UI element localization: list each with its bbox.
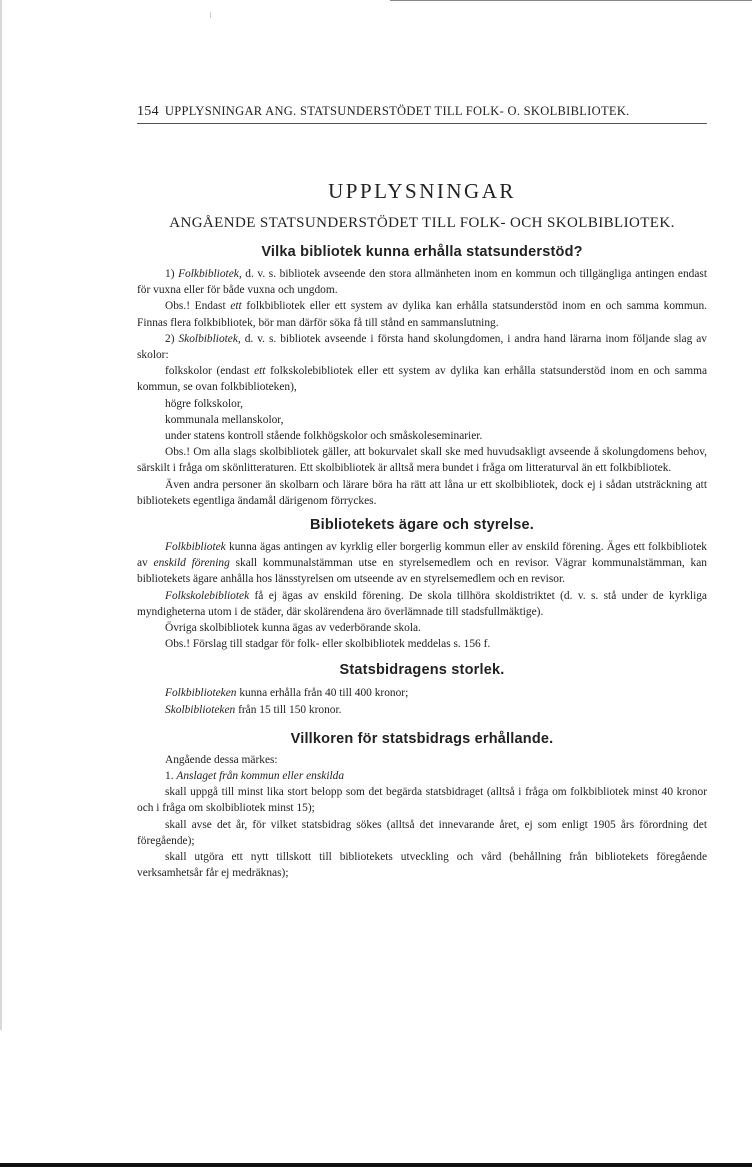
paragraph-condition-1: skall uppgå till minst lika stort belopp som det begärda statsbidraget (alltså i fråga om folkbibliotek minst 40 kronor och i fråga om skolbibliotek minst 15);: [137, 786, 707, 815]
item-label: Anslaget från kommun eller enskilda: [176, 770, 345, 783]
paragraph-condition-2: skall avse det år, för vilket statsbidrag sökes (alltså det innevarande året, ej som enligt 1905 års förordning det föregående);: [137, 818, 707, 847]
list-item: högre folkskolor,: [165, 397, 243, 410]
document-subtitle: ANGÅENDE STATSUNDERSTÖDET TILL FOLK- OCH SKOLBIBLIOTEK.: [169, 215, 675, 231]
emphasis: enskild förening: [153, 557, 230, 570]
page-number: 154: [137, 104, 159, 119]
paragraph-intro: Angående dessa märkes:: [165, 753, 278, 766]
paragraph-folkbibliotek-agare: [137, 539, 707, 588]
list-number: 2): [165, 332, 179, 345]
paragraph-aven: Även andra personer än skolbarn och lärare böra ha rätt att låna ur ett skolbibliotek, dock ej i sådan utsträckning att bibliotekets egentliga ändamål därigenom förryckes.: [137, 478, 707, 507]
scan-bottom-edge: [0, 1163, 752, 1167]
list-number: 1): [165, 268, 179, 280]
list-number: 1.: [165, 770, 177, 783]
term-skolbibliotek: Skolbibliotek,: [178, 332, 241, 345]
running-title: UPPLYSNINGAR ANG. STATSUNDERSTÖDET TILL FOLK- O. SKOLBIBLIOTEK.: [164, 104, 630, 118]
paragraph-text: Obs.! Endast: [165, 300, 231, 313]
scan-top-edge: [390, 0, 752, 1]
term-folkskolebibliotek: Folkskolebibliotek: [165, 589, 250, 602]
term-skolbiblioteken: Skolbiblioteken: [165, 703, 236, 716]
paragraph-folkbiblioteken-belopp: [137, 685, 707, 701]
paragraph-text: folkbibliotek eller ett system av dylika kan erhålla statsunderstöd inom en och samma kommun. Finnas flera folkbibliotek, bör man därför söka få till stånd en sammanslutning.: [137, 300, 707, 329]
list-item: under statens kontroll stående folkhögskolor och småskoleseminarier.: [165, 430, 483, 443]
term-folkbibliotek: Folkbibliotek: [165, 541, 226, 554]
paragraph-obs-1: [137, 298, 707, 330]
section-heading-villkor: Villkoren för statsbidrags erhållande.: [290, 730, 554, 747]
paragraph-skolbibliotek: [137, 331, 707, 363]
paragraph-text: d. v. s. bibliotek avseende i första hand skolungdomen, i andra hand lärarna inom följande slag av skolor:: [137, 332, 707, 362]
running-header: [137, 104, 707, 124]
paragraph-folkskolor: [137, 363, 707, 395]
paragraph-text: kunna erhålla från 40 till 400 kronor;: [236, 687, 409, 700]
paragraph-text: kunna ägas antingen av kyrklig eller borgerlig kommun eller av enskild förening. Äges ett folkbibliotek av: [137, 541, 707, 570]
paragraph-text: d. v. s. bibliotek avseende den stora allmänheten inom en kommun och tillgängliga antingen endast för vuxna eller för både vuxna och ungdom.: [137, 268, 707, 297]
paragraph-item-1: [137, 768, 707, 784]
section-heading-agare: Bibliotekets ägare och styrelse.: [310, 517, 534, 534]
document-title: UPPLYSNINGAR: [328, 179, 516, 203]
list-item: kommunala mellanskolor,: [165, 413, 284, 426]
section-heading-vilka: Vilka bibliotek kunna erhålla statsunderstöd?: [261, 244, 583, 260]
paragraph-text: skall kommunalstämman utse en styrelsemedlem och en revisor. Vägrar kommunalstämman, kan bibliotekets ägare anhålla hos länsstyrelsen om utseende av en styrelsemedlem och en revisor.: [137, 557, 707, 586]
paragraph-ovriga: Övriga skolbibliotek kunna ägas av vederbörande skola.: [165, 622, 421, 635]
term-folkbibliotek: Folkbibliotek,: [178, 268, 242, 280]
emphasis: ett: [230, 300, 242, 313]
section-heading-storlek: Statsbidragens storlek.: [339, 662, 505, 679]
paragraph-folkskolebibliotek: [137, 588, 707, 620]
paragraph-obs-2: Obs.! Om alla slags skolbibliotek gäller, att bokurvalet skall ske med huvudsakligt avseende å skolungdomens behov, särskilt i fråga om skönlitteraturen. Ett skolbibliotek är alltså mera bundet i fråga om litteraturval än ett folkbibliotek.: [137, 446, 707, 475]
paragraph-obs-stadgar: Obs.! Förslag till stadgar för folk- eller skolbibliotek meddelas s. 156 f.: [165, 638, 491, 651]
scan-left-edge: [0, 0, 2, 1030]
scan-mark: [210, 12, 211, 18]
paragraph-condition-3: skall utgöra ett nytt tillskott till bibliotekets utveckling och vård (behållning från bibliotekets föregående verksamhetsår får ej medräknas);: [137, 851, 707, 880]
paragraph-text: folkskolebibliotek eller ett system av dylika kan erhålla statsunderstöd inom en och samma kommun, se ovan folkbiblioteken),: [137, 365, 707, 394]
document-page: [137, 104, 707, 882]
paragraph-text: folkskolor (endast: [165, 365, 255, 378]
term-folkbiblioteken: Folkbiblioteken: [165, 687, 237, 700]
paragraph-folkbibliotek: [137, 266, 707, 298]
emphasis: ett: [254, 365, 266, 378]
paragraph-text: från 15 till 150 kronor.: [235, 703, 342, 716]
paragraph-text: få ej ägas av enskild förening. De skola tillhöra skoldistriktet (d. v. s. stå under de kyrkliga myndigheterna utom i de städer, där skolärendena äro överlämnade till stadsfullmäktige).: [137, 589, 707, 618]
paragraph-skolbiblioteken-belopp: [137, 702, 707, 718]
